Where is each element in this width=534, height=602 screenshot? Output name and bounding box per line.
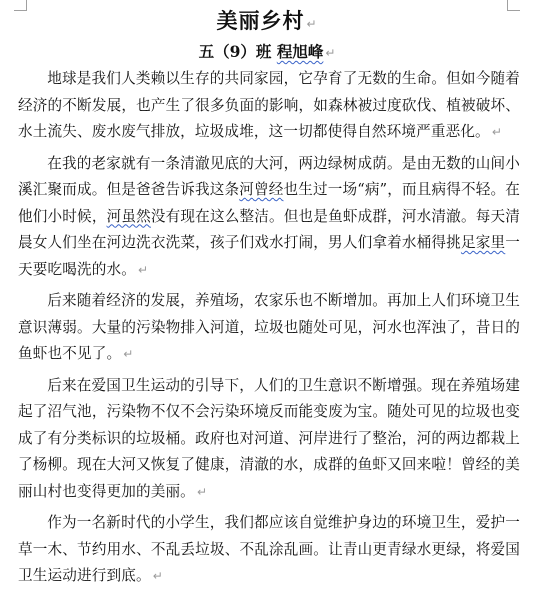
body-paragraph[interactable] — [18, 373, 520, 506]
flagged-phrase[interactable]: 河虽然 — [106, 207, 151, 225]
body-paragraph[interactable] — [18, 288, 520, 368]
paragraph-mark-icon: ↵ — [137, 262, 149, 277]
paragraph-text[interactable]: 没有现在这么整洁。但也是鱼虾成群，河水清澈。每天清晨女人们坐在河边洗衣洗菜，孩子们戏水打闹，男人们拿着水桶得挑 — [18, 207, 520, 251]
paragraph-mark-icon: ↵ — [325, 46, 336, 60]
body-paragraph[interactable] — [18, 510, 520, 590]
class-name[interactable]: 五（9）班 — [198, 42, 272, 61]
flagged-phrase[interactable]: 足家里 — [460, 234, 506, 251]
paragraph-mark-icon: ↵ — [491, 125, 503, 139]
paragraph-text[interactable]: 后来在爱国卫生运动的引导下，人们的卫生意识不断增强。现在养殖场建起了沼气池，污染物不仅不会污染环境反而能变废为宝。随处可见的垃圾也变成了有分类标识的垃圾桶。政府也对河道、河岸进行了整治，河的两边都栽上了杨柳。现在大河又恢复了健康，清澈的水，成群的鱼虾又回来啦！曾经的美丽山村也变得更加的美丽。 — [18, 376, 520, 500]
document-body[interactable] — [18, 66, 520, 593]
paragraph-text[interactable]: 作为一名新时代的小学生，我们都应该自觉维护身边的环境卫生，爱护一草一木、节约用水、不乱丢垃圾、不乱涂乱画。让青山更青绿水更绿，将爱国卫生运动进行到底。 — [18, 514, 520, 584]
title-text[interactable]: 美丽乡村 — [216, 9, 305, 33]
paragraph-mark-icon: ↵ — [123, 347, 134, 361]
paragraph-text[interactable]: 后来随着经济的发展，养殖场，农家乐也不断增加。再加上人们环境卫生意识薄弱。大量的污染物排入河道，垃圾也随处可见，河水也浑浊了，昔日的鱼虾也不见了。 — [18, 292, 520, 362]
author-byline[interactable] — [0, 40, 534, 65]
author-name[interactable]: 程旭峰 — [276, 42, 324, 61]
paragraph-mark-icon: ↵ — [306, 17, 318, 31]
paragraph-text[interactable]: 也生过一场“病”，而且病得不轻。在他们小时候， — [18, 181, 520, 225]
paragraph-text[interactable]: 在我的老家就有一条清澈见底的大河，两边绿树成荫。是由无数的山间小溪汇聚而成。但是爸爸告诉我这条 — [18, 154, 520, 198]
body-paragraph[interactable] — [18, 151, 520, 284]
paragraph-mark-icon: ↵ — [196, 484, 208, 499]
paragraph-text[interactable]: 地球是我们人类赖以生存的共同家园，它孕育了无数的生命。但如今随着经济的不断发展，也产生了很多负面的影响，如森林被过度砍伐、植被破坏、水土流失、废水废气排放，垃圾成堆，这一切都使得自然环境严重恶化。 — [18, 70, 520, 140]
document-title[interactable] — [0, 6, 534, 39]
body-paragraph[interactable] — [18, 66, 520, 146]
paragraph-mark-icon: ↵ — [152, 569, 163, 583]
paragraph-text[interactable]: 一天要吃喝洗的水。 — [18, 234, 520, 278]
flagged-phrase[interactable]: 河曾经 — [239, 181, 284, 198]
